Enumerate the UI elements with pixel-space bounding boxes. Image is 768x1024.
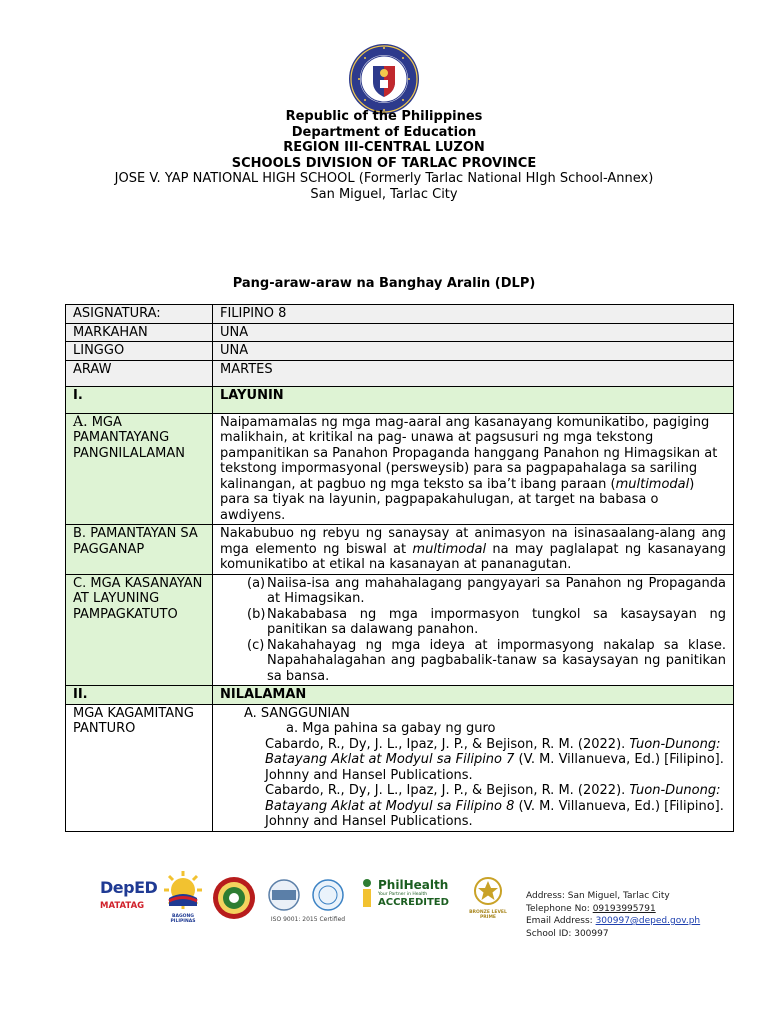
pamantayan-sa-pagganap-text: Nakabubuo ng rebyu ng sanaysay at animasyon na isinasaalang-alang ang mga elemento ng biswal at multimodal na may paglalapat ng kasanayang komunikatibo at etikal na kasanayan at pananagutan. xyxy=(213,525,734,575)
header-school: JOSE V. YAP NATIONAL HIGH SCHOOL (Formerly Tarlac National HIgh School-Annex) xyxy=(114,171,654,186)
deped-matatag-logo xyxy=(100,878,158,922)
reference-entry: Cabardo, R., Dy, J. L., Ipaz, J. P., & Bejison, R. M. (2022). Tuon-Dunong: Batayang Aklat at Modyul sa Filipino 8 (V. M. Villanueva, Ed.) [Filipino]. Johnny and Hansel Publications. xyxy=(265,783,724,829)
row-label: MGA PAMANTAYANG PANGNILALAMAN xyxy=(73,414,185,461)
accredited-text: ACCREDITED xyxy=(378,897,449,908)
markahan-label: MARKAHAN xyxy=(66,323,213,342)
iso-text: ISO 9001: 2015 Certified xyxy=(270,916,346,923)
list-item: (a) Naiisa-isa ang mahahalagang pangyayari sa Panahon ng Propaganda at Himagsikan. xyxy=(247,575,726,606)
table-row xyxy=(66,323,734,342)
row-letter: B. xyxy=(73,526,87,541)
header-department: Department of Education xyxy=(291,124,477,140)
markahan-value: UNA xyxy=(213,323,734,342)
table-row xyxy=(66,704,734,831)
philhealth-icon xyxy=(360,878,374,908)
header-location: San Miguel, Tarlac City xyxy=(310,186,458,202)
section-title: NILALAMAN xyxy=(213,686,734,705)
contact-email: Email Address: 300997@deped.gov.ph xyxy=(526,916,701,926)
table-row xyxy=(66,305,734,324)
row-label: PAMANTAYAN SA PAGGANAP xyxy=(73,526,198,557)
section-title: LAYUNIN xyxy=(213,387,734,414)
lesson-plan-table xyxy=(65,304,734,832)
linggo-value: UNA xyxy=(213,342,734,361)
sanggunian-heading: A. SANGGUNIAN xyxy=(244,705,350,721)
header-region: REGION III-CENTRAL LUZON xyxy=(283,140,485,155)
mga-kasanayan-list xyxy=(213,574,734,686)
sanggunian-subheading: a. Mga pahina sa gabay ng guro xyxy=(286,721,496,736)
prime-text: BRONZE LEVEL PRIME xyxy=(469,910,507,920)
asignatura-value: FILIPINO 8 xyxy=(213,305,734,324)
contact-school-id: School ID: 300997 xyxy=(526,928,609,939)
row-letter: C. xyxy=(73,575,87,591)
kagamitang-panturo-label: MGA KAGAMITANG PANTURO xyxy=(66,704,213,831)
bagong-pilipinas-text: BAGONG PILIPINAS xyxy=(170,914,196,924)
philhealth-tagline: Your Partner in Health xyxy=(378,892,428,897)
table-row xyxy=(66,525,734,575)
footer xyxy=(96,868,736,948)
pamantayang-pangnilalaman-label xyxy=(66,413,213,525)
section-header-nilalaman xyxy=(66,686,734,705)
contact-address: Address: San Miguel, Tarlac City xyxy=(526,891,670,901)
table-row xyxy=(66,342,734,361)
prime-award-icon xyxy=(473,876,503,906)
araw-value: MARTES xyxy=(213,360,734,387)
list-item: (b) Nakababasa ng mga impormasyon tungkol sa kasaysayan ng panitikan sa dalawang panahon. xyxy=(247,606,726,637)
araw-label: ARAW xyxy=(66,360,213,387)
document-title: Pang-araw-araw na Banghay Aralin (DLP) xyxy=(232,276,536,291)
email-link[interactable]: 300997@deped.gov.ph xyxy=(595,916,701,926)
prime-hrm-logo xyxy=(466,876,510,926)
table-row xyxy=(66,360,734,387)
philhealth-text: PhilHealth xyxy=(378,878,449,892)
contact-telephone: Telephone No: 09193995791 xyxy=(526,903,656,914)
matatag-text: MATATAG xyxy=(100,901,145,911)
division-seal-icon xyxy=(212,876,256,920)
deped-logo-text: DepED xyxy=(100,878,158,897)
section-number: II. xyxy=(66,686,213,705)
mga-kasanayan-label xyxy=(66,574,213,686)
kagamitang-panturo-content xyxy=(213,704,734,831)
list-item: (c) Nakahahayag ng mga ideya at impormasyong nakalap sa klase. Napahahalagahan ang pagbabalik-tanaw sa kasaysayan ng panitikan sa bansa. xyxy=(247,637,726,684)
pamantayan-sa-pagganap-label xyxy=(66,525,213,575)
table-row xyxy=(66,574,734,686)
philhealth-logo xyxy=(360,878,452,922)
header-division: SCHOOLS DIVISION OF TARLAC PROVINCE xyxy=(231,155,537,171)
row-label: MGA KASANAYAN AT LAYUNING PAMPAGKATUTO xyxy=(73,575,203,622)
pamantayang-pangnilalaman-text: Naipamamalas ng mga mag-aaral ang kasanayang komunikatibo, pagiging malikhain, at kritikal na pag- unawa at pagsusuri ng mga tekstong pampanitikan sa Panahon Propaganda hanggang Panahon ng Himagsikan at tekstong impormasyonal (persweysib) para sa pagpapahalaga sa sariling kalinangan, at pagbuo ng mga teksto sa iba’t ibang paraan (multimodal) para sa tiyak na layunin, pagpapakahulugan, at target na babasa o awdiyens. xyxy=(213,413,734,525)
section-number: I. xyxy=(66,387,213,414)
section-header-layunin xyxy=(66,387,734,414)
letterhead xyxy=(0,109,768,202)
objectives-list xyxy=(220,576,726,685)
reference-entry: Cabardo, R., Dy, J. L., Ipaz, J. P., & Bejison, R. M. (2022). Tuon-Dunong: Batayang Aklat at Modyul sa Filipino 7 (V. M. Villanueva, Ed.) [Filipino]. Johnny and Hansel Publications. xyxy=(265,736,724,783)
iso-badges-icon xyxy=(266,878,350,912)
bagong-pilipinas-logo xyxy=(160,870,206,922)
row-letter: A. xyxy=(73,413,88,430)
header-republic: Republic of the Philippines xyxy=(285,109,483,124)
asignatura-label: ASIGNATURA: xyxy=(66,305,213,324)
bagong-pilipinas-icon xyxy=(163,870,203,910)
contact-info xyxy=(526,890,700,940)
iso-certification xyxy=(266,878,350,924)
deped-seal-icon xyxy=(347,42,421,116)
linggo-label: LINGGO xyxy=(66,342,213,361)
table-row xyxy=(66,413,734,525)
